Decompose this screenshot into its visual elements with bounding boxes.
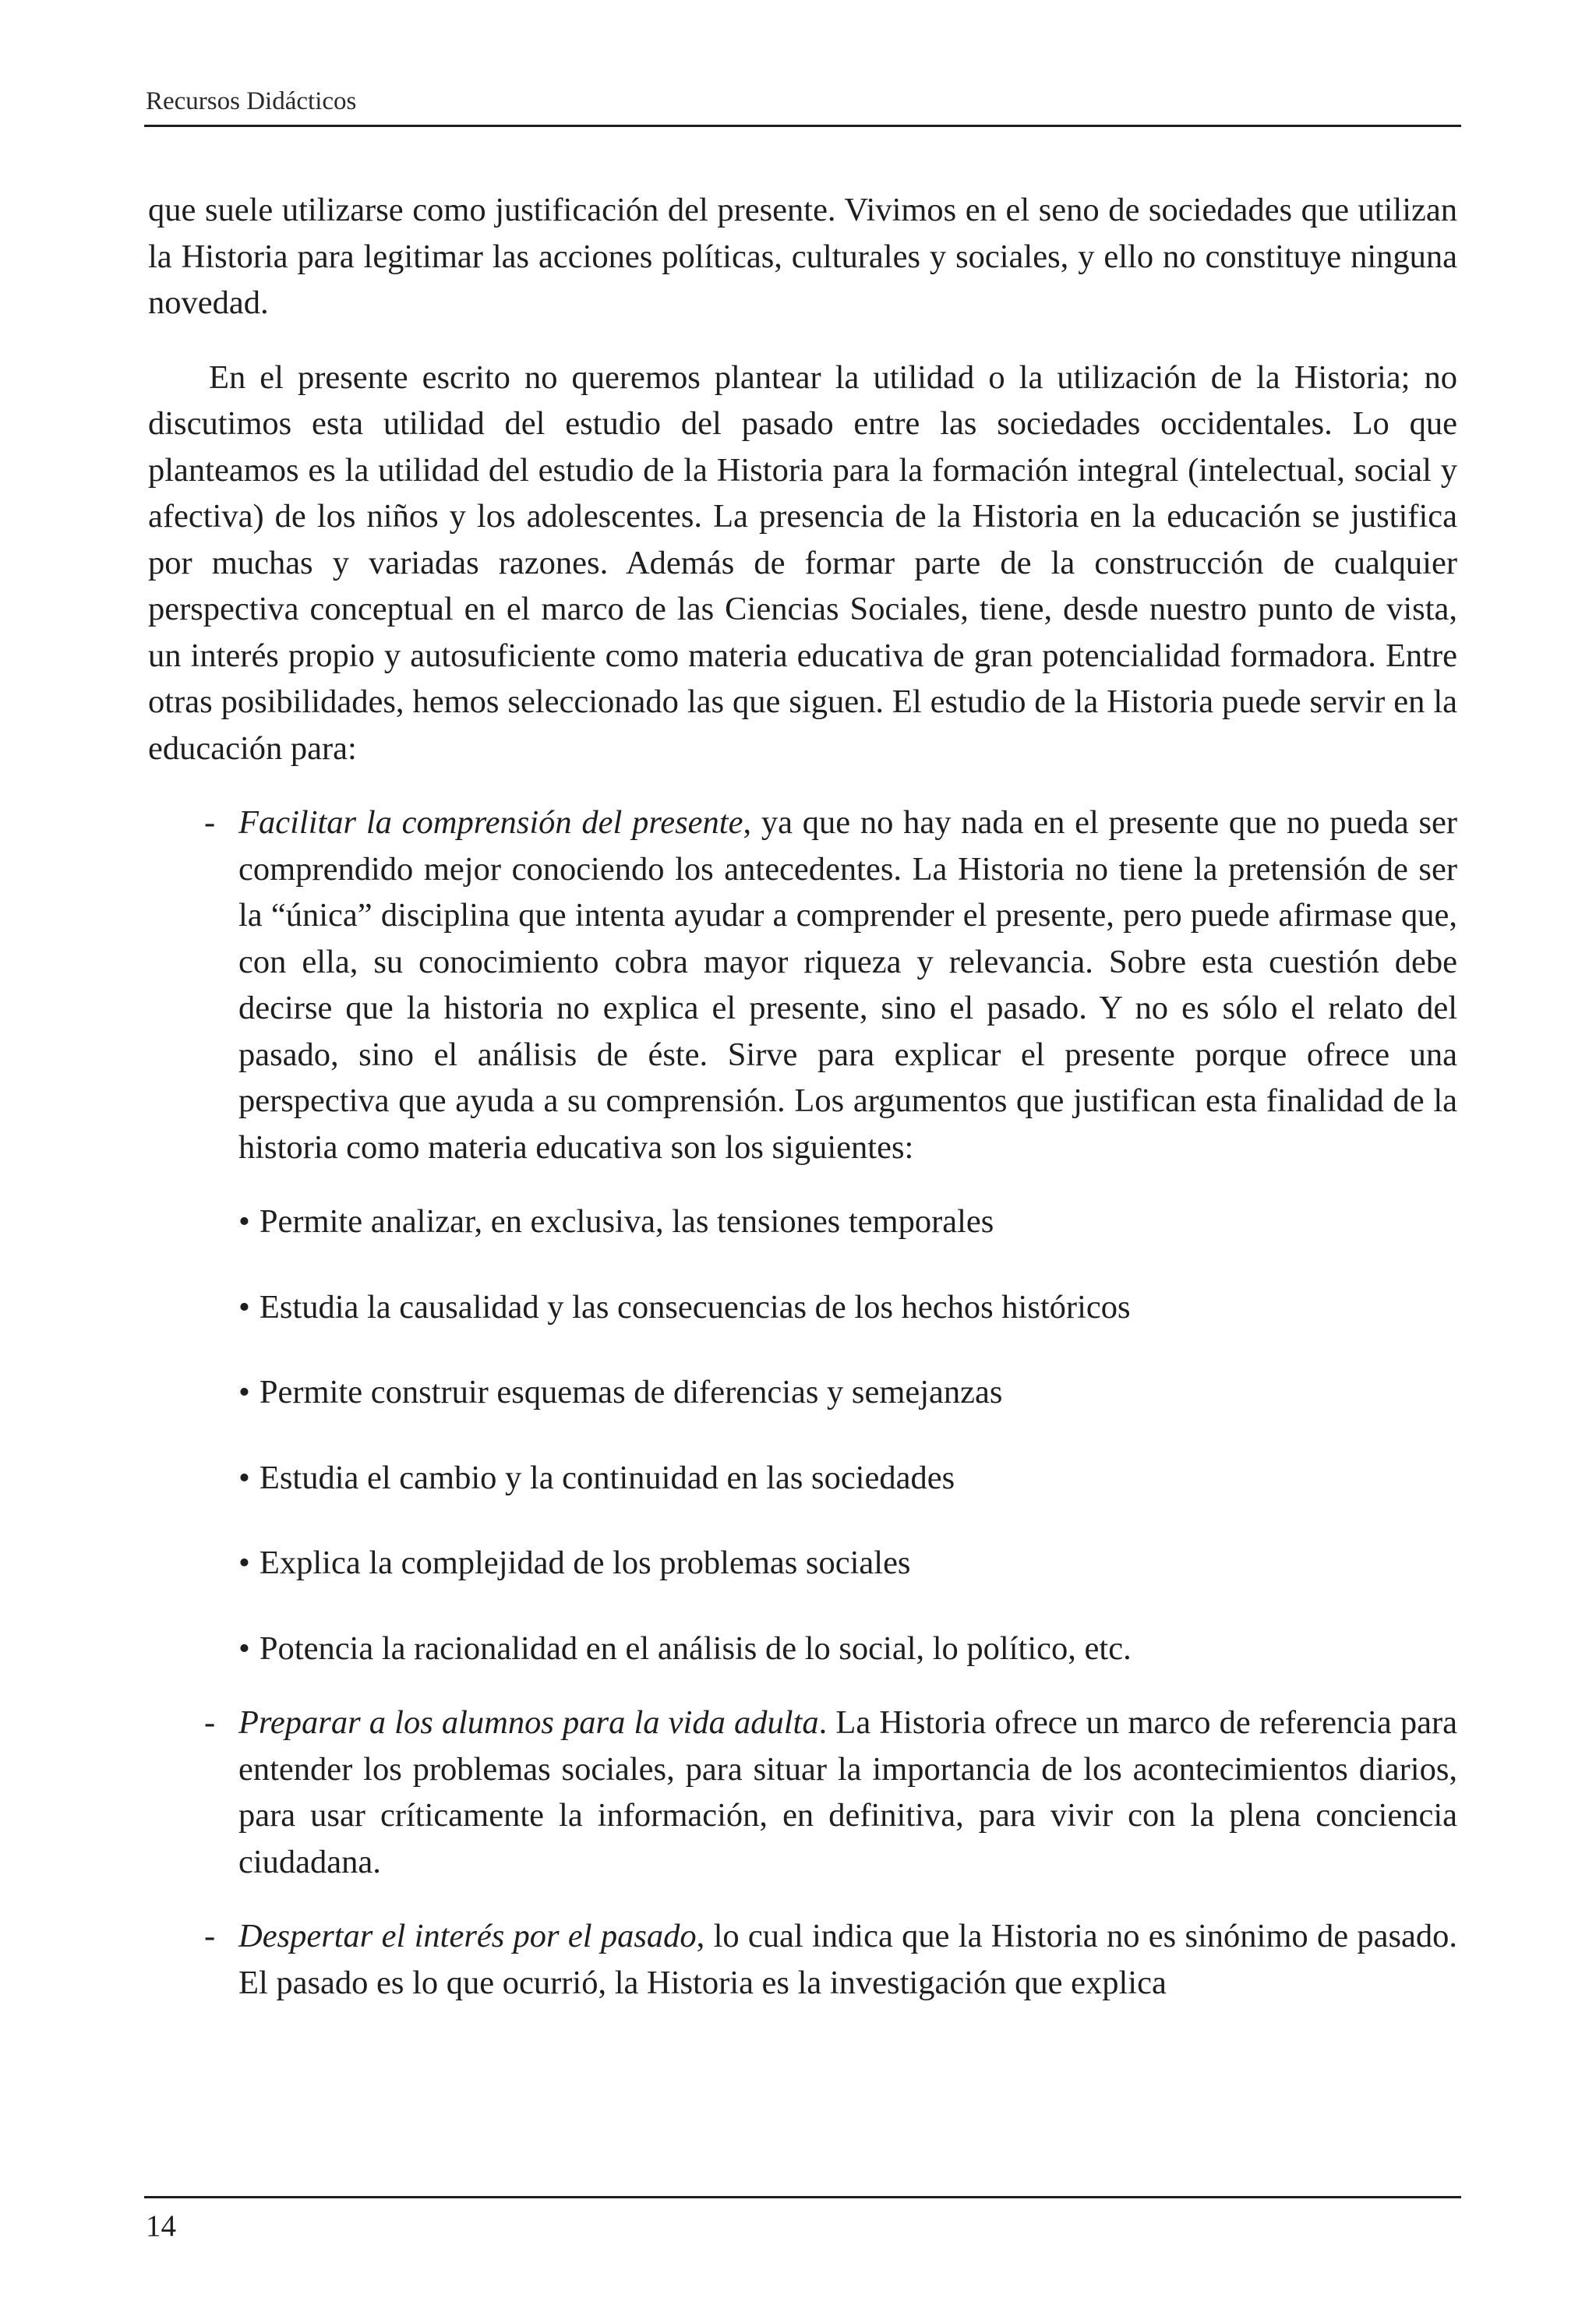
bullet-dot: • — [238, 1459, 250, 1496]
bullet-text: Estudia la causalidad y las consecuencias de los hechos históricos — [259, 1288, 1131, 1326]
bullet-item-3 — [148, 1369, 1457, 1416]
list-item-2-text: . La Historia ofrece un marco de referencia para entender los problemas sociales, para situar la importancia de los acontecimientos diarios, para usar críticamente la información, en definitiva, para vivir con la plena conciencia ciudadana. — [238, 1704, 1457, 1880]
bullet-item-1 — [148, 1199, 1457, 1245]
paragraph-continued: que suele utilizarse como justificación del presente. Vivimos en el seno de sociedades que utilizan la Historia para legitimar las acciones políticas, culturales y sociales, y ello no constituye ninguna novedad. — [148, 192, 1457, 321]
bullet-text: Explica la complejidad de los problemas sociales — [259, 1545, 911, 1581]
bullet-item-2 — [148, 1284, 1457, 1331]
page-body — [148, 187, 1457, 2006]
list-item-1-text: , ya que no hay nada en el presente que no pueda ser comprendido mejor conociendo los antecedentes. La Historia no tiene la pretensión de ser la “única” disciplina que intenta ayudar a comprender el presente, pero puede afirmase que, con ella, su conocimiento cobra mayor riqueza y relevancia. Sobre esta cuestión debe decirse que la historia no explica el presente, sino el pasado. Y no es sólo el relato del pasado, sino el análisis de éste. Sirve para explicar el presente porque ofrece una perspectiva que ayuda a su comprensión. Los argumentos que justifican esta finalidad de la historia como materia educativa son los siguientes: — [238, 804, 1458, 1166]
bullet-text: Permite analizar, en exclusiva, las tensiones temporales — [259, 1203, 994, 1240]
list-dash: - — [204, 1704, 216, 1741]
bullet-dot: • — [238, 1545, 250, 1581]
bullet-item-6 — [148, 1626, 1457, 1672]
bullet-dot: • — [238, 1374, 250, 1410]
list-item-3-text: , lo cual indica que la Historia no es sinónimo de pasado. El pasado es lo que ocurrió, la Historia es la investigación que explica — [238, 1918, 1457, 2001]
bullet-text: Permite construir esquemas de diferencias y semejanzas — [259, 1374, 1003, 1410]
list-item-3 — [148, 1913, 1457, 2006]
footer-rule — [144, 2196, 1461, 2198]
bullet-dot: • — [238, 1629, 250, 1667]
page-number: 14 — [146, 2209, 176, 2243]
list-item-3-heading: Despertar el interés por el pasado — [238, 1918, 697, 1954]
bullet-dot: • — [238, 1203, 250, 1240]
header-rule — [144, 125, 1461, 127]
list-dash: - — [204, 804, 216, 841]
list-dash: - — [204, 1918, 216, 1954]
bullet-dot: • — [238, 1288, 250, 1326]
bullet-item-5 — [148, 1540, 1457, 1587]
bullet-list — [148, 1199, 1457, 1672]
list-item-1-heading: Facilitar la comprensión del presente — [238, 804, 743, 841]
list-item-2-heading: Preparar a los alumnos para la vida adulta — [238, 1704, 819, 1741]
paragraph-main: En el presente escrito no queremos plantear la utilidad o la utilización de la Historia; no discutimos esta utilidad del estudio del pasado entre las sociedades occidentales. Lo que planteamos es la utilidad del estudio de la Historia para la formación integral (intelectual, social y afectiva) de los niños y los adolescentes. La presencia de la Historia en la educación se justifica por muchas y variadas razones. Además de formar parte de la construcción de cualquier perspectiva conceptual en el marco de las Ciencias Sociales, tiene, desde nuestro punto de vista, un interés propio y autosuficiente como materia educativa de gran potencialidad formadora. Entre otras posibilidades, hemos seleccionado las que siguen. El estudio de la Historia puede servir en la educación para: — [148, 358, 1457, 767]
bullet-text: Estudia el cambio y la continuidad en las sociedades — [259, 1459, 955, 1496]
bullet-item-4 — [148, 1455, 1457, 1502]
running-header: Recursos Didácticos — [146, 87, 357, 115]
bullet-text: Potencia la racionalidad en el análisis de lo social, lo político, etc. — [259, 1629, 1132, 1667]
list-item-1 — [148, 800, 1457, 1170]
list-item-2 — [148, 1700, 1457, 1885]
